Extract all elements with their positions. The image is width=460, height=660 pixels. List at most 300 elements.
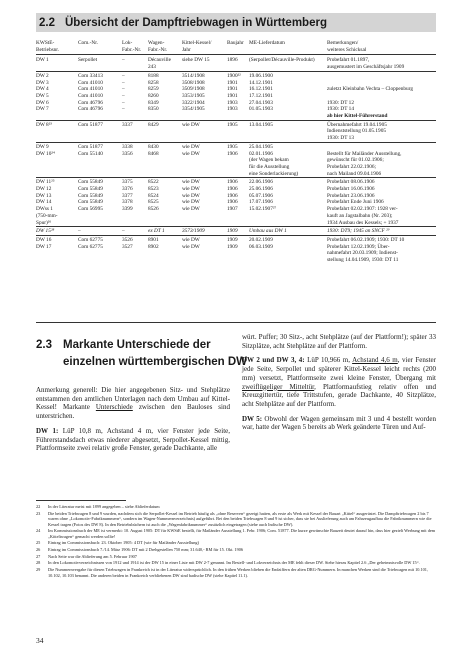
table-cell [227,213,249,220]
footnote [36,547,436,552]
table-row [36,71,436,79]
railcar-table [36,40,436,264]
table-cell: gewünscht für 01.02.1906; [327,157,384,164]
table-cell [182,135,227,142]
table-cell: 3353/1905 [182,92,205,99]
table-row [36,164,436,171]
table-row [36,100,436,107]
table-cell: DW 17 [36,243,52,250]
table-cell: (750-mm- [36,212,58,219]
table-header-cell: Betriebsnr. [36,47,78,55]
table-cell: ausgemustert im Geschäftsjahr 1909 [327,64,405,71]
table-cell: Probefahrt 08.06.1906 [327,178,436,186]
table-row [36,93,436,100]
table-cell: Com 56995 [78,206,103,213]
dw1-label: DW 1: [36,426,59,435]
table-cell [182,113,227,120]
table-cell: Com 41010 [78,92,103,99]
table-cell [148,250,182,257]
footnote-text: Im Kommissionsbuch der ME ist vermerkt: 10. August 1905: DT für KWStE bestellt, für Mailänder Ausstellung 1. Febr. 1906; Com. 51877. Die kurze gewünschte Bauzeit deutet darauf hin, dass hier gezielt Werbung mit dem „Kitteltwagen“ gemacht werden sollte! [48,528,436,539]
table-cell: 1909 [227,227,249,236]
table-row [36,213,436,220]
footnote-text: Die beiden Triebwagen 8 und 9 wurden, nachdem sich die Serpollet-Kessel im Betrieb häufig als „ohne Reserven“ gezeigt hatten, als erste als Werk mit Kessel der Bauart „Kittel“ ausgerüstet. Die Dampftriebwagen 2 bis 7 waren ohne „Lokomotiv-Fabriknummern“, sondern im Wagen-Nummernverzeichnis) aufgeführt. Bei den beiden Triebwagen 8 und 9 ist sicher, dass sie bei Auslieferung auch am Fahrzeugaufbau die Fabriknummern wie die Kessel tragen (Fotos des DW 8). In den Betriebsbüchern ist auch die „Wagenfabriknummer“ zusätzlich eingetragen (siehe auch Indische DW). [48,510,432,527]
table-cell [182,257,227,264]
table-cell: DW 2 [36,71,78,79]
table-cell: DW 3 [36,79,49,86]
table-cell [122,171,148,178]
table-cell: DW 11²⁵ [36,178,78,186]
table-cell [182,220,227,227]
table-header-cell: Kittel-Kessel/ [182,40,212,46]
table-cell [36,157,78,164]
table-cell: 16.12.1901 [249,86,273,93]
section-title: Übersicht der Dampftriebwagen in Württemberg [65,16,327,29]
table-header-cell [227,47,249,55]
table-cell [148,171,182,178]
table-cell [182,128,227,135]
table-cell: 25.04.1905 [249,142,327,150]
table-cell [36,113,78,120]
table-cell [122,157,148,164]
table-cell: DW 7 [36,106,49,113]
table-cell [78,171,122,178]
table-cell: 8350 [148,106,159,113]
table-cell: 13.04.1905 [249,120,327,128]
table-cell: Probefahrt 16.06.1906 [327,186,375,193]
table-cell: 8430 [148,142,182,150]
table-cell: 1896 [227,57,238,64]
table-row [36,80,436,87]
table-cell: siehe DW 15 [182,57,210,64]
table-cell: 3508/1908 [182,79,205,86]
table-cell: – [122,227,148,236]
subsection-title-line1: Markante Unterschiede der [63,339,211,351]
table-cell: 3378 [122,199,133,206]
table-cell [148,128,182,135]
dw2-paragraph [242,356,436,408]
table-cell [227,220,249,227]
table-cell [78,220,122,227]
table-cell: 1901 [227,86,238,93]
table-cell: ab hier Kittel-Führerstand [327,113,388,120]
footnote-separator [36,500,126,501]
table-row [36,257,436,264]
table-cell [227,64,249,71]
table-cell [182,64,227,71]
table-cell: 8260 [148,92,159,99]
table-cell [327,80,436,87]
table-cell [327,71,436,79]
dw1-continued-paragraph: würt. Puffer; 30 Sitz-, acht Stehplätze (auf der Plattform!); später 33 Sitzplätze, acht Stehplätze auf der Plattform. [242,333,436,350]
footnote-number: 22 [36,504,41,509]
table-cell: 17.12.1901 [249,92,273,99]
table-cell: – [78,227,122,236]
general-note-paragraph [36,386,230,421]
table-cell: wie DW [182,186,200,193]
footnote-number: 29 [36,567,41,573]
table-cell: 1930: DT 12 [327,99,354,106]
table-cell [227,171,249,178]
table-cell: 1930: DT9; 1945 an SNCF ²⁹ [327,227,436,236]
table-cell: Com 55849 [78,178,122,186]
table-cell [78,250,122,257]
table-cell: DW 15²⁸ [36,227,78,236]
table-header-cell: Fabr.-Nr. [122,47,148,55]
table-row [36,64,436,71]
table-cell: 1906 [227,186,238,193]
table-row [36,86,436,93]
table-cell: Com 46796 [78,99,103,106]
table-cell [78,64,122,71]
table-cell: ex DT 1 [148,227,182,236]
table-row [36,220,436,227]
table-cell: Probefahrt 01.1897, [327,57,370,64]
footnote-text: Eintrag im Commissionsbuch: 23. Oktober 1905: 4 DT (wie für Mailänder Ausstellung) [48,540,200,546]
table-cell: für die Ausstellung [249,163,290,170]
table-cell: 8525 [148,199,159,206]
table-cell: 1930: DT 13 [327,135,354,142]
table-cell: 8188 [148,71,182,79]
table-cell: 1903 [227,106,238,113]
table-cell [227,113,249,120]
subsection-title-line2: einzelnen württembergischen DW [63,356,248,368]
footnote-number: 24 [36,528,41,534]
table-cell [122,250,148,257]
table-cell [122,257,148,264]
table-cell: 1930: DT 14 [327,106,354,113]
footnote-number: 28 [36,560,41,566]
table-cell [249,135,327,142]
table-row [36,106,436,113]
table-row [36,178,436,186]
table-cell: 1903 [227,99,238,106]
table-cell [122,135,148,142]
table-cell: 20.02.1909 [249,235,327,243]
table-header-cell: Jahr [182,47,227,55]
table-header-cell: Com.-Nr. [78,40,99,46]
table-cell [36,257,78,264]
table-cell: 3526 [122,235,148,243]
table-cell [148,157,182,164]
table-cell: DW 16 [36,235,78,243]
table-cell [148,213,182,220]
table-cell: 15.02.1907²⁷ [249,206,277,213]
table-cell [36,64,78,71]
table-cell: zuletzt Kleinbahn Vechta – Cloppenburg [327,86,414,93]
footnote-text: In der Literatur meist mit 1899 angegeben – siehe Ablieferdatum [48,504,160,509]
dw2-text-d: , Plattformaufstieg relativ offen und Kreuzgittertür, tiefe Trittstufen, gerade Dachkante, 40 Sitzplätze, acht Stehplätze auf der Plattform. [242,382,437,408]
table-cell: (der Wagen bekam [249,157,289,164]
table-cell: 17.07.1906 [249,199,273,206]
table-cell: 1900²² [227,71,249,79]
subsection-heading [36,337,248,383]
table-row [36,206,436,213]
table-row [36,171,436,178]
table-cell: 8349 [148,99,159,106]
table-cell [148,220,182,227]
table-cell: (Serpollet/Décauville-Produkt) [249,57,315,64]
table-cell: Décauville [148,57,171,64]
table-cell: DW 10²⁴ [36,150,55,157]
table-cell: Übernahmefahrt 19.04.1905 [327,120,436,128]
table-cell [182,157,227,164]
table-cell [78,213,122,220]
table-row [36,142,436,150]
table-cell [36,171,78,178]
footnote [36,504,436,509]
table-cell [148,113,182,120]
table-cell: Probefahrt 02.02.1907: 1928 ver- [327,206,398,213]
footnote [36,540,436,545]
table-cell [182,164,227,171]
table-header-cell [78,47,122,55]
table-cell: stellung 14.04.1909, 1930: DT 11 [327,257,399,264]
table-cell [122,64,148,71]
table-cell: 1907 [227,206,238,213]
table-cell [327,93,436,100]
table-row [36,128,436,135]
table-cell: nach Mailand 09.04.1906 [327,170,382,177]
table-cell: Com 51877 [78,142,122,150]
table-cell [36,164,78,171]
table-cell: 01.05.1903 [249,106,273,113]
table-cell [249,220,327,227]
dw5-paragraph [242,415,436,432]
note-text-end: zwischen den Bauloses sind unterstrichen. [36,403,230,421]
table-cell [182,213,227,220]
table-cell: – [122,71,148,79]
table-row [36,227,436,236]
table-cell: wie DW [182,150,200,157]
table-cell [227,257,249,264]
dw1-paragraph [36,427,230,453]
table-cell: wie DW [182,192,200,199]
table-header-cell: Fabr.-Nr. [148,47,182,55]
table-cell: 8522 [148,178,182,186]
dw2-label: DW 2 und DW 3, 4: [242,356,305,365]
table-cell [78,164,122,171]
dw2-text-c: , vier Fenster jede Seite, Serpollet und späterer Kittel-Kessel leicht rechts (200 mm) versetzt, Plattformseite zwei kleine Fenster, Übergang mit [242,356,436,382]
table-header-row [36,47,436,55]
table-cell: DW 4 [36,86,49,93]
table-cell: DW 12 [36,186,52,193]
table-cell [227,157,249,164]
footnote-text: Die Nummernvergabe für diesen Triebwagen in Frankreich ist in der Literatur widersprüchlich. In den frühen Werken blieben die Endziffern der alten DRG-Nummern. In manchen Werken sind die Triebwagen mit 10.101, 10.102, 10.103 benannt. Die anderen beiden in Frankreich verbliebenen DW sind badische DW (siehe Kapitel 11.1). [48,567,428,578]
table-cell: Probefahrt Ende Juni 1906 [327,199,384,206]
section-heading-bar [36,13,436,32]
table-cell: Bestellt für Mailänder Ausstellung, [327,150,402,157]
footnote-text: In den Lokomotivverzeichnissen von 1912 und 1914 ist der DW 15 in einer Liste mit DW 2-7 genannt. Im Bestell- und Lokverzeichnis der ME fehlt dieser DW. Siehe hierzu Kapitel 2.6 „Der geheimnisvolle DW 15“. [48,560,420,566]
table-row [36,113,436,120]
footnote-text: Nach Seite war die Ablieferung am 5. Februar 1907 [48,553,137,559]
footnote-number: 27 [36,553,41,559]
table-cell: 1901 [227,92,238,99]
table-cell [227,128,249,135]
table-cell: 8429 [148,120,182,128]
table-cell: DW 8²³ [36,120,78,128]
table-cell: – [122,92,125,99]
table-cell: 8258 [148,79,159,86]
footnote [36,567,436,578]
table-cell [78,157,122,164]
table-cell: 3377 [122,192,133,199]
table-header-cell [249,47,327,55]
table-cell: 14.12.1901 [249,79,273,86]
table-cell [122,220,148,227]
page-number: 34 [36,636,44,645]
table-cell: Com 33413 [78,71,122,79]
dw5-text: Obwohl der Wagen gemeinsam mit 3 und 4 bestellt worden war, hatte der Wagen 5 bereits ab Werk geänderte Türen und Auf- [242,414,436,432]
table-cell [36,135,78,142]
table-cell: 3376 [122,186,133,193]
table-header-cell: Bemerkungen/ [327,40,359,46]
table-cell: 3527 [122,243,133,250]
table-cell: wie DW [182,243,200,250]
table-cell [148,257,182,264]
table-row [36,157,436,164]
table-cell: 3354/1905 [182,106,205,113]
table-cell [249,113,327,120]
table-cell: 02.01.1906 [249,150,273,157]
table-row [36,235,436,243]
table-cell: 19.06.1900 [249,71,327,79]
table-cell: wie DW [182,199,200,206]
table-cell [227,250,249,257]
table-cell: 1909 [227,235,249,243]
table-cell [78,257,122,264]
table-cell [78,128,122,135]
footnote [36,511,436,527]
table-cell: 1906 [227,178,249,186]
table-cell: Com 51877 [78,120,122,128]
note-underlined: Unterschiede [95,403,133,412]
footnotes [36,504,436,579]
table-cell [227,135,249,142]
table-cell: 25.06.1906 [249,186,273,193]
table-cell [148,164,182,171]
table-cell: 8259 [148,86,159,93]
table-cell: 3509/1908 [182,86,205,93]
table-bottom-rule [36,322,436,323]
table-cell: Com 41010 [78,86,103,93]
table-cell: 8526 [148,206,159,213]
table-cell: 3375 [122,178,148,186]
table-header-cell: ME-Lieferdatum [249,40,285,46]
note-text: Anmerkung generell: Die hier angegebenen Sitz- und Stehplätze entstammen den amtlichen Unterlagen nach dem Umbau auf Kittel-Kessel! Markante [36,386,230,412]
table-cell [122,128,148,135]
table-header-cell: Baujahr [227,40,244,46]
table-cell: 3573/1909 [182,227,227,236]
table-cell: kauft an Jagstalbahn (Nr. 203); [327,212,393,219]
table-cell: 3356 [122,150,133,157]
table-cell: eine Sonderlackierung) [249,170,299,177]
table-cell [148,135,182,142]
table-cell: wie DW [182,120,227,128]
footnote-number: 26 [36,547,41,553]
table-cell: 3337 [122,120,148,128]
table-cell: 1906 [227,199,238,206]
left-column [36,386,230,459]
table-cell: Probefahrt 22.02.1906; [327,163,376,170]
table-cell: wie DW [182,206,200,213]
right-column [242,333,436,438]
table-cell [249,250,327,257]
footnote-number: 23 [36,510,41,516]
table-row [36,250,436,257]
table-cell: 3338 [122,142,148,150]
table-cell: Com 46796 [78,106,103,113]
table-cell: Spur)²⁶ [36,219,52,226]
table-cell: wie DW [182,142,227,150]
table-cell [182,250,227,257]
table-cell: wie DW [182,178,227,186]
table-cell [78,113,122,120]
footnote [36,560,436,565]
table-header-row [36,40,436,47]
table-cell [327,142,436,150]
table-cell: Com 55849 [78,186,103,193]
table-cell [122,213,148,220]
table-cell: Com 55140 [78,150,103,157]
table-header-cell: Lok- [122,40,133,46]
table-row [36,135,436,142]
table-row [36,55,436,64]
table-cell: Serpollet [78,57,98,64]
footnote [36,528,436,539]
table-row [36,120,436,128]
table-cell [78,135,122,142]
section-number: 2.2 [39,16,55,29]
table-cell: Probefahrt 12.02.1909; Über- [327,243,390,250]
table-cell [122,113,148,120]
table-cell: Umbau aus DW 1 [249,227,327,236]
table-cell: Com 55849 [78,192,103,199]
table-cell: 1906 [227,192,238,199]
dw1-text: LüP 10,8 m, Achstand 4 m, vier Fenster jede Seite, Führerstandsdach etwas niederer abgesetzt, Serpollet-Kessel mittig, Plattformseite zwei relativ große Fenster, gerade Dachkante, alle [36,426,230,453]
table-cell: 243 [148,64,156,71]
table-cell [122,164,148,171]
table-cell: – [122,99,125,106]
table-cell: DW 5 [36,92,49,99]
table-cell: 1905 [227,142,249,150]
table-cell: Com 41010 [78,79,103,86]
dw5-label: DW 5: [242,414,263,423]
table-cell: DW 1 [36,57,49,64]
table-cell: Indienststellung 01.05.1905 [327,128,386,135]
table-cell: Com 62775 [78,243,103,250]
table-cell: 06.03.1909 [249,243,273,250]
table-cell: 1909 [227,243,238,250]
table-cell: DW 14 [36,199,52,206]
table-cell: 8523 [148,186,159,193]
table-cell: 27.04.1903 [249,99,273,106]
table-cell: 1901 [227,79,238,86]
table-cell: 8902 [148,243,159,250]
table-cell [36,250,78,257]
dw2-underline-1: Achstand 4,6 m [352,356,398,365]
table-cell [36,128,78,135]
table-row [36,186,436,193]
table-cell: 8901 [148,235,182,243]
table-cell [249,213,327,220]
dw2-text-a: LüP 10,966 m, [304,356,353,365]
table-cell [182,171,227,178]
table-header-cell: Wagen- [148,40,165,46]
table-cell: DW 6 [36,99,49,106]
table-cell: Com 55849 [78,199,103,206]
table-cell: 3399 [122,206,133,213]
table-cell: – [122,57,125,64]
